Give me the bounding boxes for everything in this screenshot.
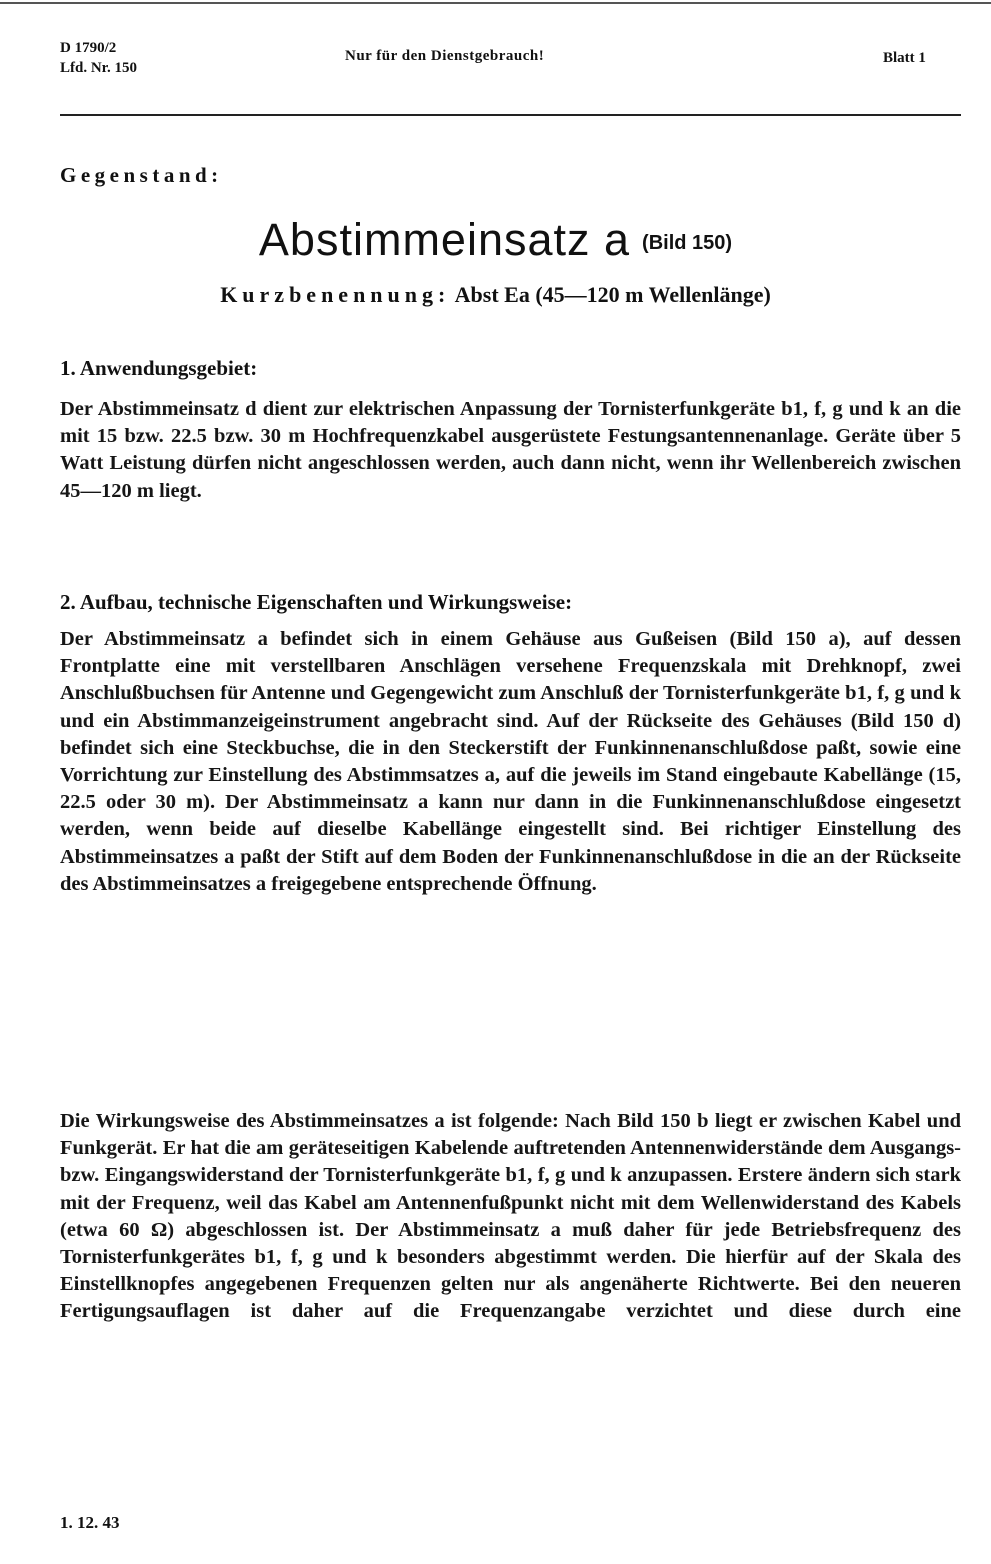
doc-id: D 1790/2 (60, 40, 117, 56)
section-2-paragraph-2: Die Wirkungsweise des Abstimmeinsatzes a ist folgende: Nach Bild 150 b liegt er zwischen Kabel und Funkgerät. Er hat die am geräteseitigen Kabelende auftretenden Antennenwiderstände dem Ausgangs- bzw. Eingangswiderstand der Tornisterfunkgeräte b1, f, g und k anzupassen. Erstere ändern sich stark mit der Frequenz, weil das Kabel am Antennenfußpunkt nicht mit dem Wellenwiderstand des Kabels (etwa 60 Ω) abgeschlossen ist. Der Abstimmeinsatz a muß daher für jede Betriebsfrequenz des Tornisterfunkgerätes b1, f, g und k besonders abgestimmt werden. Die hierfür auf der Skala des Einstellknopfes angegebenen Frequenzen gelten nur als angenäherte Richtwerte. Bei den neueren Fertigungsauflagen ist daher auf die Frequenzangabe verzichtet und diese durch eine (60, 1110, 961, 1323)
document-title-line (0, 210, 991, 273)
section-2-paragraph-1: Der Abstimmeinsatz a befindet sich in einem Gehäuse aus Gußeisen (Bild 150 a), auf dessen Frontplatte eine mit verstellbaren Anschlägen versehene Frequenzskala mit Drehknopf, zwei Anschlußbuchsen für Antenne und Gegengewicht zum Anschluß der Tornisterfunkgeräte b1, f, g und k und ein Abstimmanzeigeinstrument angebracht sind. Auf der Rückseite des Gehäuses (Bild 150 d) befindet sich eine Steckbuchse, die in den Steckerstift der Funkinnenanschlußdose paßt, sowie eine Vorrichtung zur Einstellung des Abstimmsatzes a, auf die jeweils im Stand eingebaute Kabellänge (15, 22.5 oder 30 m). Der Abstimmeinsatz a kann nur dann in die Funkinnenanschlußdose eingesetzt werden, wenn beide auf dieselbe Kabellänge eingestellt sind. Bei richtiger Einstellung des Abstimmeinsatzes a paßt der Stift auf dem Boden der Funkinnenanschlußdose in die an der Rückseite des Abstimmeinsatzes a freigegebene entsprechende Öffnung. (60, 628, 961, 895)
classification-label: Nur für den Dienstgebrauch! (345, 48, 545, 64)
document-title: Abstimmeinsatz a (258, 214, 631, 265)
short-name-label: Kurzbenennung: (220, 282, 451, 307)
footer-date: 1. 12. 43 (60, 1513, 120, 1532)
short-name-line (0, 282, 991, 308)
subject-label: Gegenstand: (60, 163, 223, 187)
section-1-heading: 1. Anwendungsgebiet: (60, 356, 258, 380)
title-figure-ref: (Bild 150) (642, 232, 733, 255)
sheet-number: Blatt 1 (883, 50, 926, 66)
lfd-nr: Lfd. Nr. 150 (60, 60, 137, 76)
short-name-value: Abst Ea (45—120 m Wellenlänge) (454, 282, 771, 307)
top-edge-rule (0, 2, 991, 4)
section-2-heading: 2. Aufbau, technische Eigenschaften und Wirkungsweise: (60, 590, 573, 614)
section-1-paragraph: Der Abstimmeinsatz d dient zur elektrischen Anpassung der Tornisterfunkgeräte b1, f, g und k an die mit 15 bzw. 22.5 bzw. 30 m Hochfrequenzkabel ausgerüstete Festungsantennenanlage. Geräte über 5 Watt Leistung dürfen nicht angeschlossen werden, auch dann nicht, wenn ihr Wellenbereich zwischen 45—120 m liegt. (60, 398, 961, 502)
header-left-block (60, 38, 137, 78)
header-divider (60, 114, 961, 116)
